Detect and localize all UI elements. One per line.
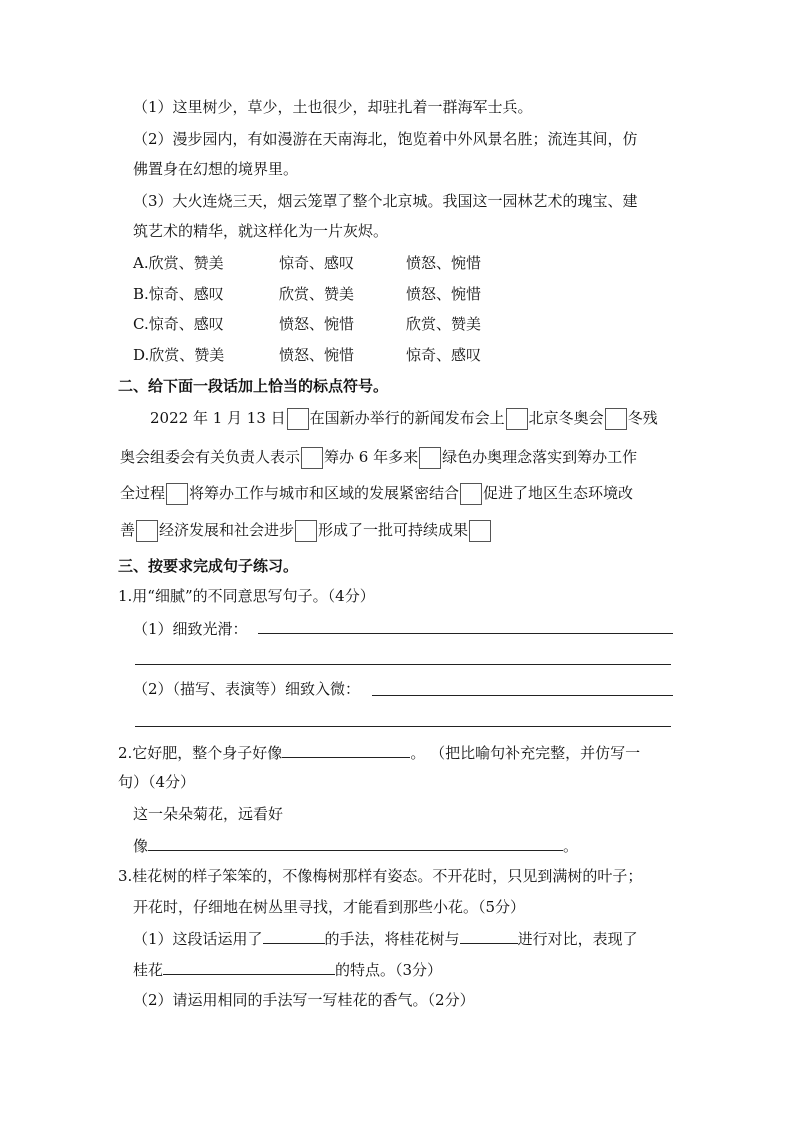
q2-text: 。 （把比喻句补充完整，并仿写一 [410, 744, 641, 762]
q3-line-3 [133, 927, 638, 950]
q3-text: （1）这段话运用了 [133, 930, 263, 948]
q3-line-1: 3.桂花树的样子笨笨的，不像梅树那样有姿态。不开花时，只见到满树的叶子； [118, 867, 643, 885]
option-b-col2: 欣赏、赞美 [279, 285, 355, 303]
section-3-heading: 三、按要求完成句子练习。 [118, 557, 299, 575]
punct-box-10[interactable] [469, 520, 491, 542]
q1-part-b-label: （2）（描写、表演等）细致入微： [133, 680, 361, 698]
punct-box-3[interactable] [605, 408, 627, 430]
q3-text: 进行对比，表现了 [517, 930, 638, 948]
punct-text: 形成了一批可持续成果 [318, 521, 469, 539]
punct-text: 筹办 6 年多来 [324, 448, 419, 466]
sentence-3-line-1: （3）大火连烧三天，烟云笼罩了整个北京城。我国这一园林艺术的瑰宝、建 [133, 192, 638, 210]
option-b[interactable] [133, 283, 481, 305]
option-d[interactable] [133, 344, 481, 366]
option-d-col1: D.欣赏、赞美 [133, 346, 225, 364]
option-d-col2: 愤怒、惋惜 [279, 346, 355, 364]
q2-text: 2.它好肥，整个身子好像 [118, 744, 283, 762]
sentence-2-line-1: （2）漫步园内，有如漫游在天南海北，饱览着中外风景名胜；流连其间，仿 [133, 130, 638, 148]
option-a[interactable] [133, 252, 481, 274]
punct-box-1[interactable] [287, 408, 309, 430]
punct-text: 全过程 [120, 484, 166, 502]
q3-blank-1[interactable] [263, 927, 325, 944]
option-a-col1: A.欣赏、赞美 [133, 254, 224, 272]
punct-text: 绿色办奥理念落实到筹办工作 [442, 448, 638, 466]
answer-line-1[interactable] [258, 633, 673, 634]
punct-text: 将筹办工作与城市和区域的发展紧密结合 [189, 484, 460, 502]
option-c-col2: 愤怒、惋惜 [279, 315, 355, 333]
sentence-3-line-2: 筑艺术的精华，就这样化为一片灰烬。 [133, 222, 389, 240]
q2-blank-2[interactable] [148, 834, 563, 851]
punct-box-7[interactable] [460, 483, 482, 505]
q2-text: 像 [133, 837, 149, 855]
punct-text: 经济发展和社会进步 [159, 521, 295, 539]
q2-blank-1[interactable] [282, 741, 410, 758]
punct-text: 冬残 [627, 409, 658, 427]
q3-line-4 [133, 958, 442, 981]
punct-box-6[interactable] [166, 483, 188, 505]
punct-line-1 [150, 407, 658, 430]
q2-line-2: 句）（4分） [118, 773, 196, 791]
punct-box-2[interactable] [506, 408, 528, 430]
option-b-col3: 愤怒、惋惜 [406, 285, 482, 303]
punct-line-4 [120, 519, 492, 542]
punct-box-9[interactable] [295, 520, 317, 542]
punct-text: 北京冬奥会 [528, 409, 604, 427]
option-c[interactable] [133, 313, 481, 335]
punct-line-2 [120, 446, 637, 469]
answer-line-3[interactable] [372, 695, 673, 696]
sentence-1: （1）这里树少，草少，土也很少，却驻扎着一群海军士兵。 [133, 98, 533, 116]
punct-text: 2022 年 1 月 13 日 [150, 409, 286, 427]
q2-text: 。 [563, 837, 579, 855]
sentence-2-line-2: 佛置身在幻想的境界里。 [133, 160, 299, 178]
punct-text: 在国新办举行的新闻发布会上 [309, 409, 505, 427]
q3-text: 的手法，将桂花树与 [324, 930, 460, 948]
option-b-col1: B.惊奇、感叹 [133, 285, 224, 303]
option-a-col3: 愤怒、惋惜 [406, 254, 482, 272]
answer-line-2[interactable] [135, 664, 671, 665]
punct-line-3 [120, 482, 633, 505]
section-2-heading: 二、给下面一段话加上恰当的标点符号。 [118, 377, 389, 395]
option-d-col3: 惊奇、感叹 [406, 346, 482, 364]
punct-text: 善 [120, 521, 136, 539]
q3-text: 桂花 [133, 961, 164, 979]
punct-text: 促进了地区生态环境改 [483, 484, 634, 502]
q3-blank-2[interactable] [460, 927, 518, 944]
option-c-col1: C.惊奇、感叹 [133, 315, 224, 333]
q3-line-5: （2）请运用相同的手法写一写桂花的香气。（2分） [133, 991, 475, 1009]
q2-example: 这一朵朵菊花，远看好 [133, 805, 284, 823]
q2-line-4 [133, 834, 578, 857]
punct-box-8[interactable] [136, 520, 158, 542]
punct-text: 奥会组委会有关负责人表示 [120, 448, 301, 466]
q3-line-2: 开花时，仔细地在树丛里寻找，才能看到那些小花。（5分） [133, 898, 526, 916]
q2-line-1 [118, 741, 640, 764]
q3-blank-3[interactable] [163, 958, 335, 975]
q3-text: 的特点。（3分） [335, 961, 443, 979]
punct-box-4[interactable] [301, 447, 323, 469]
punct-box-5[interactable] [419, 447, 441, 469]
option-c-col3: 欣赏、赞美 [406, 315, 482, 333]
q1-title: 1.用“细腻”的不同意思写句子。（4分） [118, 587, 375, 605]
answer-line-4[interactable] [135, 726, 671, 727]
q1-part-a-label: （1）细致光滑： [133, 620, 248, 638]
option-a-col2: 惊奇、感叹 [279, 254, 355, 272]
